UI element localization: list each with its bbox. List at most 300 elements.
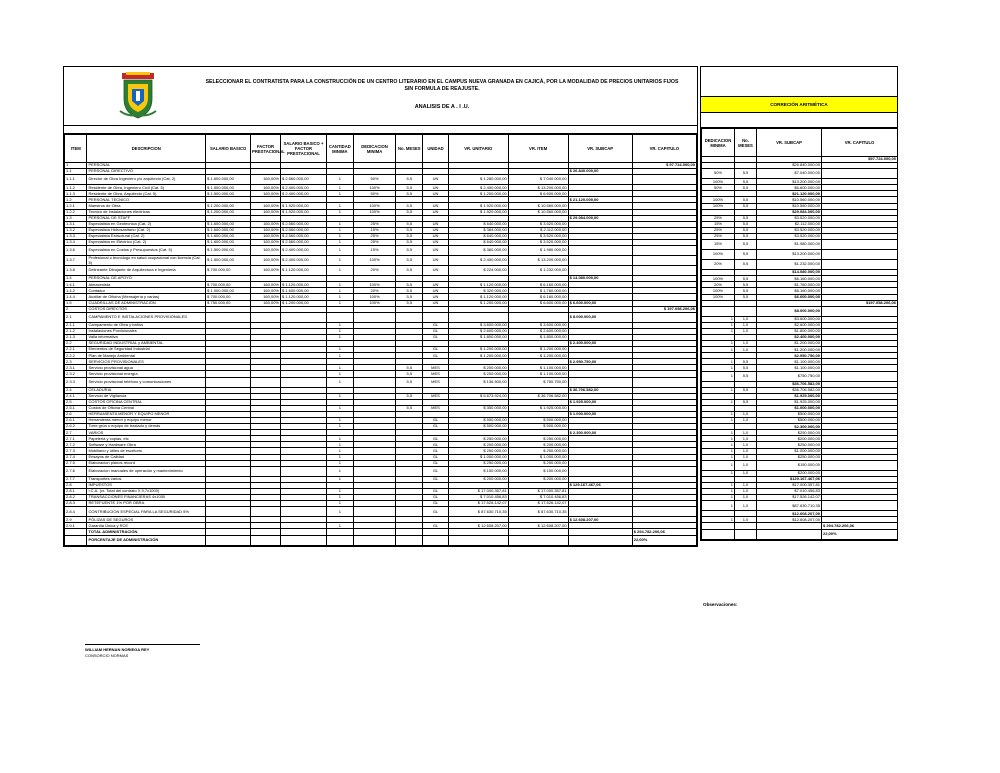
cell-desc: Residente de Obra, Arquitecto (Cat. 5) xyxy=(87,191,206,197)
side-cell-sub: $1.980.000,00 xyxy=(757,240,822,250)
side-cell-ded: 15% xyxy=(702,221,735,227)
cell-item: 2.3.2 xyxy=(65,371,87,377)
side-cell-ded: 20% xyxy=(702,282,735,288)
cell-vi: $ 12.608.207,00 xyxy=(508,523,568,529)
cell-und: GL xyxy=(423,488,449,494)
side-cell-ded: 1 xyxy=(702,470,735,476)
cell-cant: 1 xyxy=(326,495,353,501)
cell-mes: 5,5 xyxy=(396,175,423,185)
cell-desc: IMPUESTOS xyxy=(87,482,206,488)
cell-fac: 160,00% xyxy=(251,185,281,191)
cell-vi: $ 36.706.582,00 xyxy=(508,393,568,399)
cell-vu: $ 350.000,00 xyxy=(448,405,508,411)
correction-row xyxy=(702,250,898,260)
cell-item: 2.1.2 xyxy=(65,328,87,334)
cell-cant: 1 xyxy=(326,191,353,197)
cell-mes: 5,5 xyxy=(396,233,423,239)
cell-tot: $ 2.560.000,00 xyxy=(280,233,326,239)
side-cell-sub: $6.600.000,00 xyxy=(757,185,822,191)
side-cell-sub: $17.000.357,81 xyxy=(757,482,822,488)
side-cell-sub: $1.925.000,00 xyxy=(757,393,822,399)
col-unidad: UNIDAD xyxy=(423,135,449,163)
total-label: TOTAL ADMINISTRACIÓN xyxy=(87,529,206,535)
university-crest-icon xyxy=(118,71,158,119)
cell-desc: RETEFUENTE 1% POR OBRA xyxy=(87,501,206,507)
side-cell-mes: 1,0 xyxy=(735,460,757,470)
cell-cant: 1 xyxy=(326,501,353,507)
cell-vu: $ 6.673.924,00 xyxy=(448,393,508,399)
side-cell-ded: 1 xyxy=(702,501,735,511)
cell-desc: Software y Hardware Obra xyxy=(87,442,206,448)
side-cell-mes: 1,0 xyxy=(735,448,757,454)
cell-vu: $ 250.000,00 xyxy=(448,436,508,442)
side-cell-mes: 5,5 xyxy=(735,276,757,282)
cell-item: 2.6.2 xyxy=(65,424,87,430)
cell-vi: $ 250.000,00 xyxy=(508,448,568,454)
side-cell-ded: 1 xyxy=(702,448,735,454)
side-cell-mes: 1,0 xyxy=(735,347,757,353)
cell-und: GL xyxy=(423,322,449,328)
side-cell-mes: 1,0 xyxy=(735,489,757,495)
cell-item: 2.3.3 xyxy=(65,377,87,387)
cell-vu: $ 150.000,00 xyxy=(448,466,508,476)
cell-desc: PERSONAL DE APOYO xyxy=(87,276,206,282)
cell-mes: 5,5 xyxy=(396,227,423,233)
correction-row xyxy=(702,460,898,470)
cell-sal: $ 1.600.000,00 xyxy=(206,175,251,185)
cell-sal: $ 1.600.000,00 xyxy=(206,240,251,246)
cell-vi: $ 3.520.000,00 xyxy=(508,233,568,239)
cell-sal: $ 1.500.000,00 xyxy=(206,246,251,256)
col-vr-capitulo: VR. CAPITULO xyxy=(632,135,696,163)
cell-fac: 160,00% xyxy=(251,233,281,239)
cell-vu: $ 17.000.357,81 xyxy=(448,488,508,494)
cell-vu: $ 200.000,00 xyxy=(448,476,508,482)
cell-und: UN xyxy=(423,256,449,266)
cell-cant: 1 xyxy=(326,523,353,529)
cell-item: 2.7.1 xyxy=(65,436,87,442)
cell-ded: 100% xyxy=(353,282,396,288)
cell-cant: 1 xyxy=(326,256,353,266)
cell-vi: $ 1.925.000,00 xyxy=(508,405,568,411)
cell-tot: $ 1.920.000,00 xyxy=(280,203,326,209)
side-cell-mes: 1,0 xyxy=(735,454,757,460)
side-cell-sub: $1.100.000,00 xyxy=(757,365,822,371)
cell-sal: $ 750.000,00 xyxy=(206,300,251,306)
cell-vi: $ 17.000.357,81 xyxy=(508,488,568,494)
side-cell-sub: $250.000,00 xyxy=(757,454,822,460)
percentage-value: 22,00% xyxy=(632,535,696,545)
cell-item: 1.3.8 xyxy=(65,266,87,276)
cell-fac: 160,00% xyxy=(251,191,281,197)
table-row xyxy=(65,256,697,266)
side-cell-mes: 1,0 xyxy=(735,482,757,488)
cell-vu: $ 17.526.142,07 xyxy=(448,501,508,507)
cell-item: 2.7.6 xyxy=(65,466,87,476)
correction-row xyxy=(702,306,898,316)
cell-item: 1.1.1 xyxy=(65,175,87,185)
cell-und: MES xyxy=(423,365,449,371)
cell-vu: $ 1.920.000,00 xyxy=(448,209,508,215)
side-cell-ded: 1 xyxy=(702,365,735,371)
cell-vu: $ 87.630.710,35 xyxy=(448,507,508,517)
cell-mes: 5,5 xyxy=(396,300,423,306)
percentage-label: PORCENTAJE DE ADMINISTRACIÓN xyxy=(87,535,206,545)
cell-vu: $ 1.120.000,00 xyxy=(448,294,508,300)
side-cell-ded: 1 xyxy=(702,341,735,347)
side-cell-sub: $750.750,00 xyxy=(757,371,822,381)
cell-desc: PÓLIZAS DE SEGUROS xyxy=(87,517,206,523)
cell-tot: $ 1.600.000,00 xyxy=(280,288,326,294)
side-cell-ded: 1 xyxy=(702,418,735,424)
cell-und: MES xyxy=(423,393,449,399)
cell-item: 2.6.1 xyxy=(65,418,87,424)
cell-desc: Plan de Manejo Ambiental xyxy=(87,353,206,359)
document-subtitle: ANALISIS DE A . I .U. xyxy=(414,104,470,110)
cell-mes: 5,5 xyxy=(396,246,423,256)
side-cell-mes: 5,5 xyxy=(735,399,757,405)
cell-desc: HERRAMIENTA MENOR Y EQUIPO MENOR xyxy=(87,411,206,417)
table-row xyxy=(65,266,697,276)
side-cell-mes: 5,5 xyxy=(735,169,757,179)
cell-cant: 1 xyxy=(326,442,353,448)
cell-desc: Delineante Dibujante de Arquitectura e Ingenieria xyxy=(87,266,206,276)
side-cell-sub: $500.000,00 xyxy=(757,418,822,424)
cell-item: 2.7.7 xyxy=(65,476,87,482)
side-cell-mes: 5,5 xyxy=(735,260,757,270)
side-cell-sub: $1.925.000,00 xyxy=(757,399,822,405)
side-cell-mes: 5,5 xyxy=(735,185,757,191)
correction-row xyxy=(702,371,898,381)
cell-vi: $ 10.560.000,00 xyxy=(508,209,568,215)
cell-mes: 5,5 xyxy=(396,185,423,191)
cell-desc: SEGURIDAD INDUSTRIAL y AMBIENTAL xyxy=(87,340,206,346)
table-row xyxy=(65,377,697,387)
cell-item: 1.2.2 xyxy=(65,209,87,215)
cell-vi: $ 7.040.000,00 xyxy=(508,175,568,185)
cell-item: 2.7.4 xyxy=(65,454,87,460)
cell-desc: Servicio de Vigilancia xyxy=(87,393,206,399)
cell-cant: 1 xyxy=(326,203,353,209)
cell-item: 1.3.4 xyxy=(65,240,87,246)
cell-ded: 25% xyxy=(353,221,396,227)
cell-sal: $ 1.600.000,00 xyxy=(206,233,251,239)
side-cell-mes: 1,0 xyxy=(735,470,757,476)
cell-sal: $ 1.500.000,00 xyxy=(206,256,251,266)
side-cell-sub: $1.760.000,00 xyxy=(757,282,822,288)
cell-item: 2.3.1 xyxy=(65,365,87,371)
cell-sal: $ 1.500.000,00 xyxy=(206,191,251,197)
side-cell-mes: 1,0 xyxy=(735,436,757,442)
correction-panel xyxy=(700,66,898,541)
cell-cant: 1 xyxy=(326,246,353,256)
col-salario-total: SALARIO BASICO + FACTOR PRESTACIONAL xyxy=(280,135,326,163)
cell-vu: $ 1.800.000,00 xyxy=(448,334,508,340)
cell-vu: $ 2.400.000,00 xyxy=(448,256,508,266)
cell-item: 1.4.2 xyxy=(65,288,87,294)
cell-und: GL xyxy=(423,334,449,340)
side-cell-sub: $1.000.000,00 xyxy=(757,448,822,454)
cell-cant: 1 xyxy=(326,436,353,442)
side-cell-mes: 5,5 xyxy=(735,227,757,233)
col-meses: No. MESES xyxy=(396,135,423,163)
cell-cant: 1 xyxy=(326,175,353,185)
side-cell-ded: 100% xyxy=(702,294,735,300)
cell-vi: $ 2.112.000,00 xyxy=(508,227,568,233)
cell-ded: 50% xyxy=(353,175,396,185)
sheet-header xyxy=(64,67,697,126)
cell-mes: 5,5 xyxy=(396,393,423,399)
side-cell-ded: 1 xyxy=(702,359,735,365)
side-cell-mes: 1,0 xyxy=(735,501,757,511)
side-col-meses: No. MESES xyxy=(735,129,757,157)
correction-table xyxy=(701,128,898,540)
col-vr-subcap: VR. SUBCAP xyxy=(568,135,632,163)
correction-row xyxy=(702,501,898,511)
cell-item: 2.8.1 xyxy=(65,488,87,494)
side-cell-ded: 50% xyxy=(702,169,735,179)
cell-sal: $ 1.200.000,00 xyxy=(206,203,251,209)
cell-fac: 160,00% xyxy=(251,240,281,246)
cell-und: GL xyxy=(423,328,449,334)
side-cell-ded: 1 xyxy=(702,430,735,436)
cell-sub: $ 1.000.000,00 xyxy=(568,411,632,417)
cell-item: 2.6 xyxy=(65,411,87,417)
side-cell-ded: 1 xyxy=(702,489,735,495)
cell-item: 1.5 xyxy=(65,300,87,306)
cell-item: 1.3.7 xyxy=(65,256,87,266)
cell-und: MES xyxy=(423,405,449,411)
cell-desc: Almacenista xyxy=(87,282,206,288)
cell-und: GL xyxy=(423,353,449,359)
cell-desc: Herramienta menor y equipo menor xyxy=(87,418,206,424)
cell-und: UN xyxy=(423,246,449,256)
cell-item: 2.4.1 xyxy=(65,393,87,399)
cell-vi: $ 3.520.000,00 xyxy=(508,221,568,227)
cell-ded: 100% xyxy=(353,256,396,266)
cell-vi: $ 750.750,00 xyxy=(508,377,568,387)
cell-desc: Mobiliario y útiles de escritorio xyxy=(87,448,206,454)
col-vr-unitario: VR. UNITARIO xyxy=(448,135,508,163)
cell-sub: $ 26.840.000,00 xyxy=(568,169,632,175)
side-cell-ded: 1 xyxy=(702,328,735,334)
correction-row xyxy=(702,260,898,270)
side-cell-sub: $250.000,00 xyxy=(757,430,822,436)
side-cell-sub: $3.520.000,00 xyxy=(757,215,822,221)
cell-desc: Especialista Hidrosanitario (Cat. 2) xyxy=(87,227,206,233)
cell-desc: Valla informativa xyxy=(87,334,206,340)
col-vr-item: VR. ITEM xyxy=(508,135,568,163)
cell-vu: $ 500.000,00 xyxy=(448,424,508,430)
cell-desc: SERVICIOS PROVISIONALES xyxy=(87,359,206,365)
cell-mes: 5,5 xyxy=(396,377,423,387)
cell-tot: $ 2.560.000,00 xyxy=(280,240,326,246)
side-cell-ded: 1 xyxy=(702,412,735,418)
cell-und: UN xyxy=(423,191,449,197)
side-cell-sub: $3.520.000,00 xyxy=(757,227,822,233)
cell-item: 1.4.4 xyxy=(65,294,87,300)
cell-vu: $ 200.000,00 xyxy=(448,365,508,371)
cell-ded: 100% xyxy=(353,185,396,191)
side-cell-mes: 1,0 xyxy=(735,316,757,322)
cell-desc: Director de Obra Ingeniero y/o arquitecto (Cat. 2) xyxy=(87,175,206,185)
table-row xyxy=(65,175,697,185)
side-percentage-row xyxy=(702,529,898,539)
side-cell-sub: $36.706.582,00 xyxy=(757,381,822,387)
side-cell-sub: $250.000,00 xyxy=(757,442,822,448)
cell-und: MES xyxy=(423,377,449,387)
cell-fac: 160,00% xyxy=(251,256,281,266)
side-cell-sub: $3.600.000,00 xyxy=(757,316,822,322)
cell-vu: $ 360.000,00 xyxy=(448,246,508,256)
side-cell-sub: $2.300.000,00 xyxy=(757,424,822,430)
side-cell-ded: 1 xyxy=(702,442,735,448)
cell-vu: $ 250.000,00 xyxy=(448,460,508,466)
side-cell-ded: 1 xyxy=(702,454,735,460)
cell-cant: 1 xyxy=(326,322,353,328)
side-percentage-value: 22,00% xyxy=(822,529,898,539)
side-cell-sub: $2.600.000,00 xyxy=(757,322,822,328)
cell-cant: 1 xyxy=(326,353,353,359)
cell-tot: $ 1.920.000,00 xyxy=(280,209,326,215)
side-cell-sub: $6.160.000,00 xyxy=(757,288,822,294)
side-cell-mes: 1,0 xyxy=(735,322,757,328)
side-cell-ded: 25% xyxy=(702,227,735,233)
cell-und: GL xyxy=(423,418,449,424)
cell-mes: 5,5 xyxy=(396,365,423,371)
cell-und: UN xyxy=(423,282,449,288)
cell-und: UN xyxy=(423,185,449,191)
cell-desc: Transportes varios xyxy=(87,476,206,482)
cell-und: UN xyxy=(423,288,449,294)
cell-und: GL xyxy=(423,495,449,501)
cell-vu: $ 500.000,00 xyxy=(448,418,508,424)
side-cell-mes: 5,5 xyxy=(735,282,757,288)
cell-sal: $ 1.200.000,00 xyxy=(206,209,251,215)
side-cell-ded: 1 xyxy=(702,436,735,442)
cell-ded: 25% xyxy=(353,233,396,239)
cell-desc: Elaboracion manuales de operación y mantenimiento xyxy=(87,466,206,476)
cell-cant: 1 xyxy=(326,334,353,340)
side-cell-sub: $13.200.000,00 xyxy=(757,179,822,185)
cell-und: GL xyxy=(423,424,449,430)
side-cell-sub: $7.040.000,00 xyxy=(757,169,822,179)
cell-item: 1.3.3 xyxy=(65,233,87,239)
side-cell-mes: 1,0 xyxy=(735,430,757,436)
cell-tot: $ 2.560.000,00 xyxy=(280,221,326,227)
cell-und: UN xyxy=(423,221,449,227)
cell-vi: $ 6.600.000,00 xyxy=(508,300,568,306)
cell-item: 2.9.1 xyxy=(65,523,87,529)
cell-desc: PERSONAL TECNICO xyxy=(87,197,206,203)
cell-sub: $ 8.000.000,00 xyxy=(568,312,632,322)
cell-cant: 1 xyxy=(326,209,353,215)
cell-desc: PERSONAL DIRECTIVO xyxy=(87,169,206,175)
side-cell-ded: 25% xyxy=(702,234,735,240)
cell-item: 1.1.2 xyxy=(65,185,87,191)
side-cell-sub: $10.560.000,00 xyxy=(757,197,822,203)
cell-item: 1.4 xyxy=(65,276,87,282)
cell-item: 2.1.1 xyxy=(65,322,87,328)
cell-vi: $ 500.000,00 xyxy=(508,424,568,430)
cell-desc: Elaboracion planos récord xyxy=(87,460,206,466)
cell-desc: Especialista en Eléctrico (Cat. 2) xyxy=(87,240,206,246)
cell-tot: $ 2.400.000,00 xyxy=(280,191,326,197)
cell-ded: 15% xyxy=(353,246,396,256)
cell-ded: 100% xyxy=(353,294,396,300)
side-cell-sub: $29.084.000,00 xyxy=(757,209,822,215)
cell-item: 2 xyxy=(65,306,87,312)
cell-desc: Tecnico de instalaciones electricas xyxy=(87,209,206,215)
cell-item: 2.4 xyxy=(65,387,87,393)
side-cell-mes: 5,5 xyxy=(735,197,757,203)
cell-vu: $ 640.000,00 xyxy=(448,240,508,246)
table-row xyxy=(65,246,697,256)
cell-tot: $ 1.120.000,00 xyxy=(280,266,326,276)
cell-desc: Papeleria y copias, etc xyxy=(87,436,206,442)
cell-fac: 160,00% xyxy=(251,288,281,294)
correction-title: CORRECIÓN ARITMÉTICA xyxy=(701,96,897,113)
side-cell-mes: 5,5 xyxy=(735,250,757,260)
cell-tot: $ 2.560.000,00 xyxy=(280,227,326,233)
cell-cant: 1 xyxy=(326,460,353,466)
cell-item: 2.8.3 xyxy=(65,501,87,507)
cell-item: 2.5 xyxy=(65,399,87,405)
side-cell-mes: 5,5 xyxy=(735,203,757,209)
cell-und: GL xyxy=(423,523,449,529)
side-cell-ded: 1 xyxy=(702,495,735,501)
col-descripcion: DESCRIPCION xyxy=(87,135,206,163)
cell-und: UN xyxy=(423,233,449,239)
side-cell-sub: $87.630.710,35 xyxy=(757,501,822,511)
cell-desc: CUADRILLAS DE ADMINISTRACIÓN xyxy=(87,300,206,306)
correction-row xyxy=(702,169,898,179)
cell-mes: 5,5 xyxy=(396,203,423,209)
cell-vi: $ 1.200.000,00 xyxy=(508,353,568,359)
cell-mes: 5,5 xyxy=(396,371,423,377)
cell-mes: 5,5 xyxy=(396,221,423,227)
cell-vu: $ 1.200.000,00 xyxy=(448,353,508,359)
side-cell-ded: 100% xyxy=(702,288,735,294)
cell-vi: $ 7.010.456,83 xyxy=(508,495,568,501)
cell-vi: $ 1.980.000,00 xyxy=(508,246,568,256)
side-col-dedicacion: DEDICACION MINIMA xyxy=(702,129,735,157)
side-cell-mes: 5,5 xyxy=(735,179,757,185)
cell-cant: 1 xyxy=(326,466,353,476)
table-row xyxy=(65,312,697,322)
document-title: SELECCIONAR EL CONTRATISTA PARA LA CONSTRUCCIÓN DE UN CENTRO LITERARIO EN EL CAMPUS NUEVA GRANADA EN CAJICÁ, POR LA MODALIDAD DE PRECIOS UNITARIOS FIJOS SIN FORMULA DE REAJUSTE. xyxy=(205,79,679,92)
cell-fac: 160,00% xyxy=(251,221,281,227)
cell-desc: COSTOS OFICINA CENTRAL xyxy=(87,399,206,405)
cell-cant: 1 xyxy=(326,405,353,411)
cell-vi: $ 13.200.000,00 xyxy=(508,185,568,191)
side-cell-ded: 1 xyxy=(702,460,735,470)
cell-fac: 160,00% xyxy=(251,300,281,306)
signature-block xyxy=(85,644,200,659)
cell-ded: 15% xyxy=(353,227,396,233)
cell-mes: 5,5 xyxy=(396,288,423,294)
side-cell-mes: 5,5 xyxy=(735,371,757,381)
side-cell-mes: 5,5 xyxy=(735,234,757,240)
cell-desc: Contador xyxy=(87,288,206,294)
side-cell-sub: $2.400.000,00 xyxy=(757,334,822,340)
side-cell-sub: $12.608.207,00 xyxy=(757,511,822,517)
cell-fac: 160,00% xyxy=(251,266,281,276)
cell-mes: 5,5 xyxy=(396,294,423,300)
cell-und: GL xyxy=(423,476,449,482)
cell-cant: 1 xyxy=(326,454,353,460)
cell-item: 2.1 xyxy=(65,312,87,322)
